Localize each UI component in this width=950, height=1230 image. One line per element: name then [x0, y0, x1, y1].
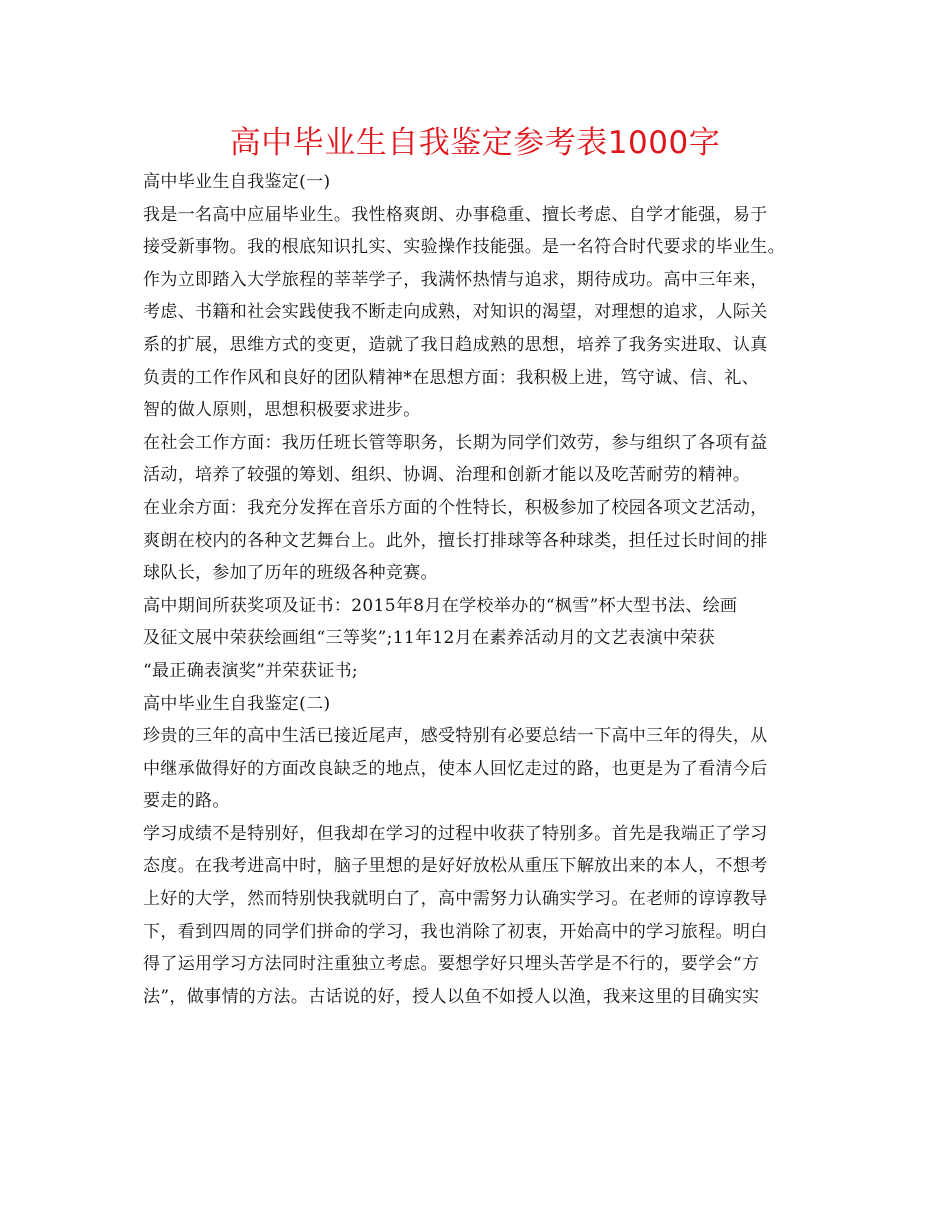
paragraph-line: 我是一名高中应届毕业生。我性格爽朗、办事稳重、擅长考虑、自学才能强，易于 [143, 204, 768, 225]
paragraph-line: 接受新事物。我的根底知识扎实、实验操作技能强。是一名符合时代要求的毕业生。 [143, 237, 785, 258]
paragraph-line: 得了运用学习方法同时注重独立考虑。要想学好只埋头苦学是不行的，要学会“方 [143, 954, 760, 975]
document-body [143, 166, 823, 1013]
paragraph-line: 作为立即踏入大学旅程的莘莘学子，我满怀热情与追求，期待成功。高中三年来， [143, 269, 768, 290]
paragraph-line: 球队长，参加了历年的班级各种竞赛。 [143, 563, 438, 584]
paragraph-line: 智的做人原则，思想积极要求进步。 [143, 400, 421, 421]
paragraph-line: 上好的大学，然而特别快我就明白了，高中需努力认确实学习。在老师的谆谆教导 [143, 889, 768, 910]
paragraph-line: 系的扩展，思维方式的变更，造就了我日趋成熟的思想，培养了我务实进取、认真 [143, 334, 768, 355]
paragraph-line: 学习成绩不是特别好，但我却在学习的过程中收获了特别多。首先是我端正了学习 [143, 823, 768, 844]
paragraph-line: 高中毕业生自我鉴定(一) [143, 172, 331, 192]
paragraph-line: 及征文展中荣获绘画组“三等奖”;11年12月在素养活动月的文艺表演中荣获 [143, 628, 715, 649]
paragraph-line: 考虑、书籍和社会实践使我不断走向成熟，对知识的渴望，对理想的追求，人际关 [143, 302, 768, 323]
paragraph-line: 在业余方面：我充分发挥在音乐方面的个性特长，积极参加了校园各项文艺活动， [143, 497, 768, 518]
paragraph-line: 高中毕业生自我鉴定(二) [143, 693, 331, 714]
paragraph-line: 爽朗在校内的各种文艺舞台上。此外，擅长打排球等各种球类，担任过长时间的排 [143, 530, 768, 551]
paragraph-line: 活动，培养了较强的筹划、组织、协调、治理和创新才能以及吃苦耐劳的精神。 [143, 465, 751, 486]
paragraph-line: 态度。在我考进高中时，脑子里想的是好好放松从重压下解放出来的本人，不想考 [143, 856, 768, 877]
paragraph-line: 高中期间所获奖项及证书：2015年8月在学校举办的“枫雪”杯大型书法、绘画 [143, 595, 738, 616]
paragraph-line: 负责的工作作风和良好的团队精神*在思想方面：我积极上进，笃守诚、信、礼、 [143, 367, 760, 388]
paragraph-line: 珍贵的三年的高中生活已接近尾声，感受特别有必要总结一下高中三年的得失，从 [143, 726, 768, 747]
paragraph-line: “最正确表演奖”并荣获证书; [143, 660, 359, 681]
paragraph-line: 法”，做事情的方法。古话说的好，授人以鱼不如授人以渔，我来这里的目确实实 [143, 986, 760, 1007]
paragraph-line: 要走的路。 [143, 791, 230, 812]
paragraph-line: 中继承做得好的方面改良缺乏的地点，使本人回忆走过的路，也更是为了看清今后 [143, 758, 768, 779]
document-title: 高中毕业生自我鉴定参考表1000字 [229, 125, 721, 161]
paragraph-line: 在社会工作方面：我历任班长管等职务，长期为同学们效劳，参与组织了各项有益 [143, 432, 768, 453]
paragraph-line: 下，看到四周的同学们拼命的学习，我也消除了初衷，开始高中的学习旅程。明白 [143, 921, 768, 942]
